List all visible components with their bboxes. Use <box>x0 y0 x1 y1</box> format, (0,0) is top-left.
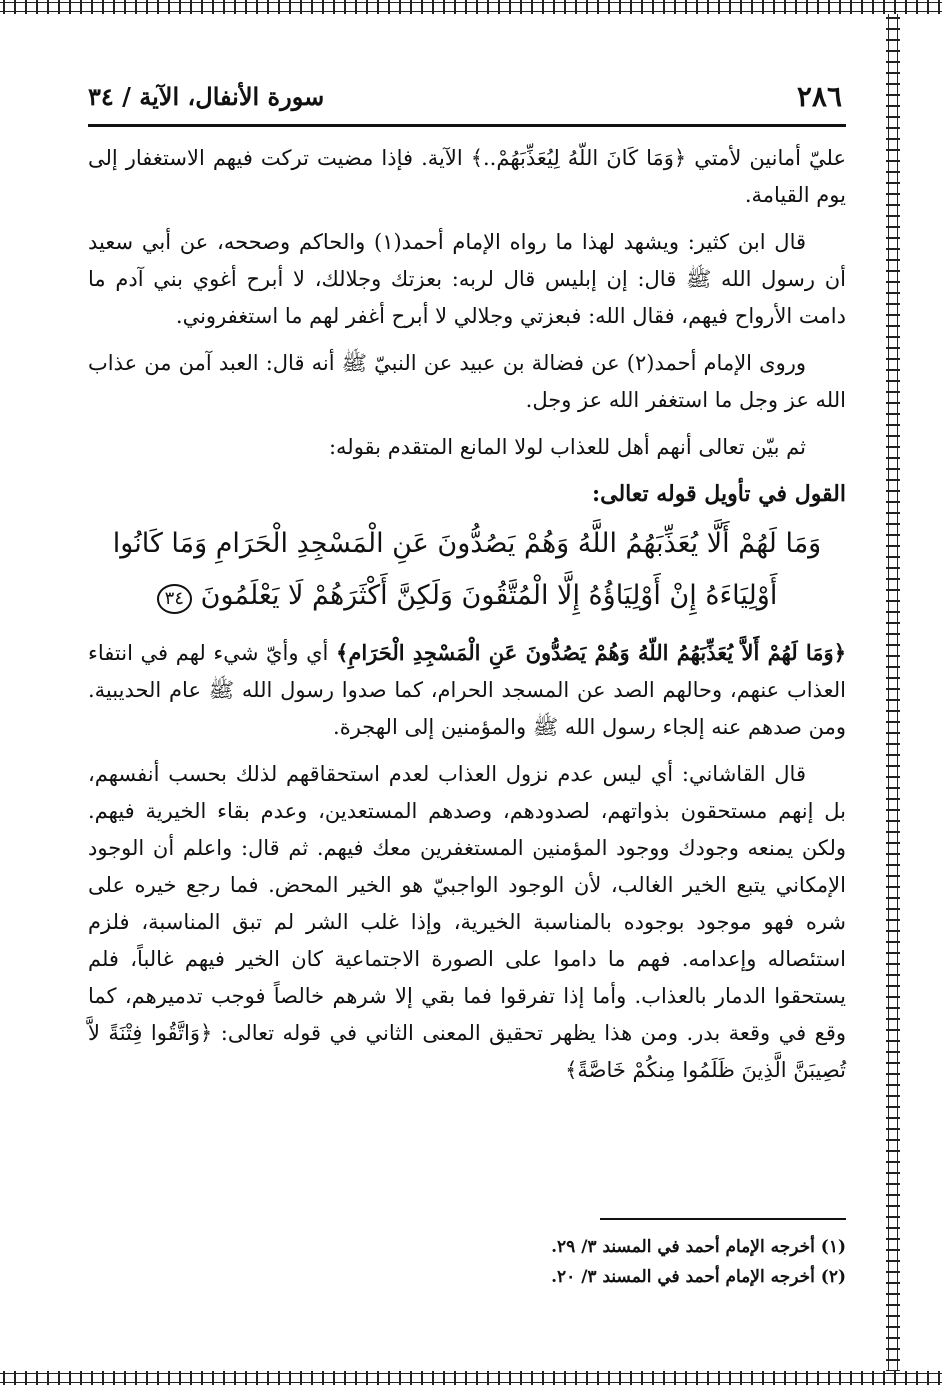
running-title: سورة الأنفال، الآية / ٣٤ <box>88 82 325 111</box>
page-number: ٢٨٦ <box>796 80 842 113</box>
footnote-rule <box>600 1218 846 1220</box>
paragraph-2: قال ابن كثير: ويشهد لهذا ما رواه الإمام أحمد(١) والحاكم وصححه، عن أبي سعيد أن رسول الله ﷺ قال: إن إبليس قال لربه: بعزتك وجلالك، لا أبرح أغوي بني آدم ما دامت الأرواح فيهم، فقال الله: فبعزتي وجلالي لا أبرح أغفر لهم ما استغفروني. <box>88 230 846 328</box>
footnote-1: (١) أخرجه الإمام أحمد في المسند ٣/ ٢٩. <box>551 1237 846 1257</box>
paragraph-6: قال القاشاني: أي ليس عدم نزول العذاب لعدم استحقاقهم لذلك بحسب أنفسهم، بل إنهم مستحقون بذواتهم، لصدودهم، وصدهم المستعدين، وعدم بقاء الخيرية فيهم. ولكن يمنعه وجودك ووجود المؤمنين المستغفرين معك فيهم. ثم قال: واعلم أن الوجود الإمكاني يتبع الخير الغالب، لأن الوجود الواجبيّ هو الخير المحض. فما رجع خيره على شره فهو موجود بوجوده بالمناسبة الخيرية، وإذا غلب الشر لم تبق المناسبة، فلزم استئصاله وإعدامه. فهم ما داموا على الصورة الاجتماعية كان الخير فيهم غالباً، فلم يستحقوا الدمار بالعذاب. وأما إذا تفرقوا فما بقي إلا شرهم خالصاً فوجب تدميرهم، كما وقع في وقعة بدر. ومن هذا يظهر تحقيق المعنى الثاني في قوله تعالى: ﴿وَاتَّقُوا فِتْنَةً لاَّ تُصِيبَنَّ الَّذِينَ ظَلَمُوا مِنكُمْ خَاصَّةً﴾ <box>88 762 847 1082</box>
footnote-2: (٢) أخرجه الإمام أحمد في المسند ٣/ ٢٠. <box>551 1267 846 1287</box>
quoted-verse: ﴿وَمَا لَهُمْ أَلاَّ يُعَذِّبَهُمُ اللّهُ وَهُمْ يَصُدُّونَ عَنِ الْمَسْجِدِ الْحَرَامِ﴾ <box>336 640 846 665</box>
decorative-border-right <box>886 14 900 1371</box>
header-rule <box>88 124 846 127</box>
page-header <box>88 80 842 124</box>
decorative-border-bottom <box>0 1371 942 1385</box>
paragraph-5 <box>88 634 846 746</box>
section-heading: القول في تأويل قوله تعالى: <box>592 481 846 507</box>
quran-verse: وَمَا لَهُمْ أَلَّا يُعَذِّبَهُمُ اللَّهُ وَهُمْ يَصُدُّونَ عَنِ الْمَسْجِدِ الْحَرَامِ وَمَا كَانُوا أَوْلِيَاءَهُ إِنْ أَوْلِيَاؤُهُ إِلَّا الْمُتَّقُونَ وَلَكِنَّ أَكْثَرَهُمْ لَا يَعْلَمُونَ <box>112 528 822 611</box>
paragraph-1: عليّ أمانين لأمتي ﴿وَمَا كَانَ اللّهُ لِيُعَذِّبَهُمْ..﴾ الآية. فإذا مضيت تركت فيهم الاستغفار إلى يوم القيامة. <box>88 146 846 207</box>
verse-number-marker: ٣٤ <box>157 584 192 614</box>
paragraph-4: ثم بيّن تعالى أنهم أهل للعذاب لولا المانع المتقدم بقوله: <box>328 435 806 459</box>
footnotes <box>88 1232 846 1292</box>
quran-verse-block <box>88 518 846 622</box>
page-body <box>88 140 846 1099</box>
decorative-border-top <box>0 0 942 14</box>
paragraph-3: وروى الإمام أحمد(٢) عن فضالة بن عبيد عن النبيّ ﷺ أنه قال: العبد آمن من عذاب الله عز وجل ما استغفر الله عز وجل. <box>88 351 846 412</box>
paragraph-5-text: أي وأيّ شيء لهم في انتفاء العذاب عنهم، وحالهم الصد عن المسجد الحرام، كما صدوا رسول الله ﷺ عام الحديبية. ومن صدهم عنه إلجاء رسول الله ﷺ والمؤمنين إلى الهجرة. <box>88 641 846 739</box>
